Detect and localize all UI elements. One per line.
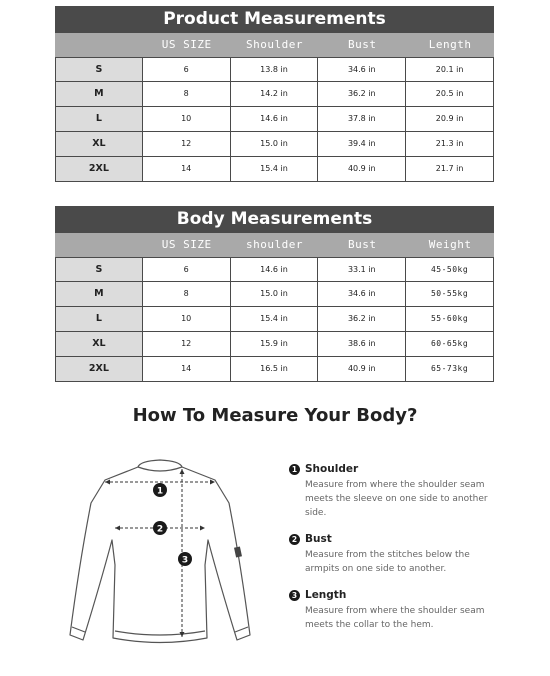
table-cell: 55-60kg [406,307,494,332]
table-cell: 13.8 in [231,57,319,82]
table-row [55,57,494,82]
header-cell: Bust [348,238,377,251]
size-cell: L [55,307,143,332]
table-cell: 34.6 in [318,282,406,307]
step-bust [289,533,489,576]
table-row [55,282,494,307]
shirt-diagram [55,455,270,655]
table-cell: 65-73kg [406,357,494,382]
header-cell: shoulder [246,238,303,251]
table-cell: 20.5 in [406,82,494,107]
table-cell: 14 [143,157,231,182]
table-row [55,82,494,107]
table-row [55,132,494,157]
marker-2-label: 2 [156,524,164,535]
table-row [55,307,494,332]
table-row [55,257,494,282]
step-number-icon: 2 [289,534,300,545]
table-cell: 15.4 in [231,157,319,182]
table-cell: 38.6 in [318,332,406,357]
table-cell: 12 [143,332,231,357]
table-cell: 16.5 in [231,357,319,382]
table-row [55,157,494,182]
table-cell: 14 [143,357,231,382]
table-cell: 33.1 in [318,257,406,282]
header-cell: Shoulder [246,38,303,51]
table-cell: 15.4 in [231,307,319,332]
step-description: Measure from where the shoulder seam meets the collar to the hem. [305,606,485,630]
body-measurements-table [55,206,494,382]
table-cell: 20.1 in [406,57,494,82]
size-cell: 2XL [55,357,143,382]
body-table-header [55,233,494,257]
header-cell: Weight [428,238,472,251]
header-cell: US SIZE [161,38,212,51]
size-cell: XL [55,132,143,157]
step-number-icon: 3 [289,590,300,601]
table-cell: 14.6 in [231,107,319,132]
header-cell [55,33,143,57]
table-cell: 40.9 in [318,357,406,382]
size-cell: M [55,282,143,307]
step-number-icon: 1 [289,464,300,475]
table-cell: 14.2 in [231,82,319,107]
table-cell: 14.6 in [231,257,319,282]
size-cell: M [55,82,143,107]
table-cell: 12 [143,132,231,157]
table-cell: 6 [143,57,231,82]
step-length [289,589,489,632]
table-cell: 6 [143,257,231,282]
table-cell: 10 [143,307,231,332]
product-table-header [55,33,494,57]
table-cell: 40.9 in [318,157,406,182]
table-cell: 21.3 in [406,132,494,157]
table-cell: 15.0 in [231,282,319,307]
product-table-title: Product Measurements [55,6,494,33]
product-measurements-table [55,6,494,182]
step-label: Length [305,589,347,601]
size-cell: 2XL [55,157,143,182]
table-cell: 15.9 in [231,332,319,357]
table-cell: 45-50kg [406,257,494,282]
table-cell: 21.7 in [406,157,494,182]
header-cell: Bust [348,38,377,51]
step-label: Bust [305,533,332,545]
size-cell: XL [55,332,143,357]
table-cell: 20.9 in [406,107,494,132]
step-shoulder [289,463,489,520]
size-cell: S [55,57,143,82]
table-cell: 39.4 in [318,132,406,157]
table-cell: 8 [143,82,231,107]
header-cell: Length [428,38,472,51]
table-cell: 50-55kg [406,282,494,307]
size-cell: L [55,107,143,132]
table-cell: 15.0 in [231,132,319,157]
table-row [55,357,494,382]
size-cell: S [55,257,143,282]
marker-3-label: 3 [181,555,189,566]
table-cell: 10 [143,107,231,132]
table-cell: 37.8 in [318,107,406,132]
table-cell: 34.6 in [318,57,406,82]
table-row [55,107,494,132]
measure-guide-title: How To Measure Your Body? [132,405,418,426]
body-table-title: Body Measurements [55,206,494,233]
table-cell: 36.2 in [318,82,406,107]
header-cell [55,233,143,257]
step-description: Measure from the stitches below the armpits on one side to another. [305,550,470,574]
table-cell: 8 [143,282,231,307]
header-cell: US SIZE [161,238,212,251]
table-cell: 60-65kg [406,332,494,357]
table-cell: 36.2 in [318,307,406,332]
measurement-steps [289,463,489,645]
marker-1-label: 1 [156,486,164,497]
step-description: Measure from where the shoulder seam meets the sleeve on one side to another side. [305,480,488,518]
table-row [55,332,494,357]
step-label: Shoulder [305,463,359,475]
